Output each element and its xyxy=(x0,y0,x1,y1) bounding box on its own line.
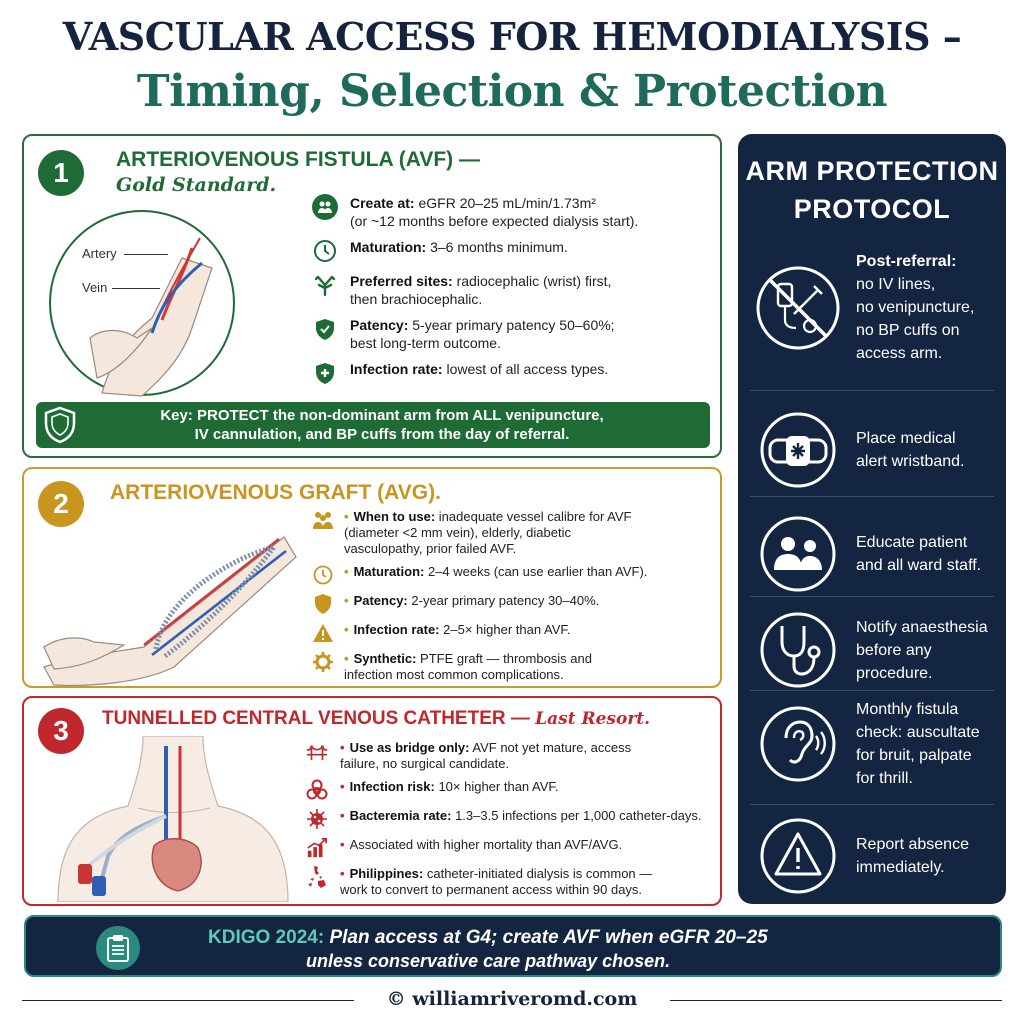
bridge-icon xyxy=(306,740,328,762)
list-item xyxy=(312,593,712,615)
philippines-map-icon xyxy=(306,866,328,888)
divider xyxy=(750,804,994,805)
list-item xyxy=(312,194,712,230)
cvc-title: TUNNELLED CENTRAL VENOUS CATHETER — Last Resort. xyxy=(102,708,651,729)
artery-leader-line xyxy=(124,254,168,255)
kdigo-line2: unless conservative care pathway chosen. xyxy=(306,951,671,971)
cvc-item-text: • Use as bridge only: AVF not yet mature, access failure, no surgical candidate. xyxy=(340,740,631,772)
stethoscope-icon xyxy=(750,602,846,698)
avg-number-badge: 2 xyxy=(38,481,84,527)
avf-item-text: Maturation: 3–6 months minimum. xyxy=(350,239,568,255)
people-icon xyxy=(312,194,338,220)
trend-up-icon xyxy=(306,837,328,859)
avg-item-text: • Synthetic: PTFE graft — thrombosis and infection most common complications. xyxy=(344,651,592,683)
avg-card xyxy=(22,467,722,688)
kdigo-line1: KDIGO 2024: Plan access at G4; create AVF when eGFR 20–25 xyxy=(208,927,768,948)
arm-protection-panel xyxy=(738,134,1006,904)
vein-label: Vein xyxy=(82,280,108,295)
protocol-text: Educate patient and all ward staff. xyxy=(856,534,982,574)
page-subtitle: Timing, Selection & Protection xyxy=(136,66,888,117)
no-iv-icon xyxy=(750,260,846,356)
biohazard-icon xyxy=(306,779,328,801)
vessel-branch-icon xyxy=(312,272,338,298)
divider xyxy=(750,390,994,391)
clipboard-icon xyxy=(96,926,140,970)
warning-icon xyxy=(750,808,846,904)
protocol-item xyxy=(750,696,994,792)
avf-subtitle: Gold Standard. xyxy=(116,174,277,196)
list-item xyxy=(306,779,718,801)
list-item xyxy=(312,622,712,644)
list-item xyxy=(312,360,712,386)
protocol-title: ARM PROTECTION PROTOCOL xyxy=(745,156,999,224)
cvc-facts-list xyxy=(306,740,718,905)
warning-icon xyxy=(312,622,334,644)
divider xyxy=(750,690,994,691)
avf-item-text: Patency: 5-year primary patency 50–60%; best long-term outcome. xyxy=(350,317,615,351)
avg-facts-list xyxy=(312,509,712,690)
artery-label: Artery xyxy=(82,246,117,261)
avg-item-text: • When to use: inadequate vessel calibre for AVF (diameter <2 mm vein), elderly, diabetic vasculopathy, prior failed AVF. xyxy=(344,509,632,557)
protocol-text: Post-referral: no IV lines, no venipuncture, no BP cuffs on access arm. xyxy=(856,253,975,362)
avf-number-badge: 1 xyxy=(38,150,84,196)
avf-facts-list xyxy=(312,194,712,394)
clock-icon xyxy=(312,564,334,586)
avg-item-text: • Patency: 2-year primary patency 30–40%. xyxy=(344,593,599,609)
footer-divider-right xyxy=(670,1000,1002,1001)
page-title: VASCULAR ACCESS FOR HEMODIALYSIS – xyxy=(62,14,962,59)
protocol-text: Monthly fistula check: auscultate for bruit, palpate for thrill. xyxy=(856,701,980,787)
protocol-item xyxy=(750,250,994,365)
list-item xyxy=(306,808,718,830)
avf-item-text: Infection rate: lowest of all access types. xyxy=(350,361,609,377)
avf-key-text: Key: PROTECT the non-dominant arm from ALL venipuncture, IV cannulation, and BP cuffs from the day of referral. xyxy=(160,407,604,443)
ear-icon xyxy=(750,696,846,792)
people-icon xyxy=(750,506,846,602)
shield-plus-icon xyxy=(312,360,338,386)
clock-icon xyxy=(312,238,338,264)
avf-title: ARTERIOVENOUS FISTULA (AVF) — xyxy=(116,148,480,171)
list-item xyxy=(312,238,712,264)
cvc-item-text: • Infection risk: 10× higher than AVF. xyxy=(340,779,559,795)
protocol-text: Report absence immediately. xyxy=(856,836,969,876)
people-icon xyxy=(312,509,334,531)
avg-item-text: • Maturation: 2–4 weeks (can use earlier than AVF). xyxy=(344,564,647,580)
avf-key-banner xyxy=(36,402,710,448)
list-item xyxy=(312,564,712,586)
avf-arm-illustration xyxy=(42,208,242,398)
protocol-item xyxy=(750,506,994,602)
shield-icon xyxy=(312,593,334,615)
cvc-item-text: • Bacteremia rate: 1.3–3.5 infections per 1,000 catheter-days. xyxy=(340,808,702,824)
protocol-item xyxy=(750,602,994,698)
avg-title: ARTERIOVENOUS GRAFT (AVG). xyxy=(110,481,441,504)
protocol-text: Place medical alert wristband. xyxy=(856,430,965,470)
footer-copyright: © williamriveromd.com xyxy=(386,988,638,1010)
vein-leader-line xyxy=(112,288,160,289)
list-item xyxy=(312,509,712,557)
cvc-card xyxy=(22,696,722,906)
divider xyxy=(750,596,994,597)
avg-item-text: • Infection rate: 2–5× higher than AVF. xyxy=(344,622,570,638)
list-item xyxy=(306,740,718,772)
list-item xyxy=(312,651,712,683)
cvc-chest-illustration xyxy=(38,736,300,902)
wristband-icon xyxy=(750,402,846,498)
cvc-item-text: • Philippines: catheter-initiated dialysis is common — work to convert to permanent access within 90 days. xyxy=(340,866,652,898)
protocol-text: Notify anaesthesia before any procedure. xyxy=(856,618,988,682)
protocol-item xyxy=(750,402,994,498)
shield-check-icon xyxy=(312,316,338,342)
list-item xyxy=(312,316,712,352)
list-item xyxy=(312,272,712,308)
protocol-item xyxy=(750,808,994,904)
kdigo-banner xyxy=(24,915,1002,977)
cvc-number-badge: 3 xyxy=(38,708,84,754)
avf-item-text: Preferred sites: radiocephalic (wrist) first, then brachiocephalic. xyxy=(350,273,612,307)
avg-arm-illustration xyxy=(34,517,304,687)
list-item xyxy=(306,837,718,859)
list-item xyxy=(306,866,718,898)
avf-item-text: Create at: eGFR 20–25 mL/min/1.73m² (or ~12 months before expected dialysis start). xyxy=(350,195,639,229)
avf-card xyxy=(22,134,722,458)
shield-icon xyxy=(36,406,84,444)
cvc-item-text: • Associated with higher mortality than AVF/AVG. xyxy=(340,837,622,853)
gear-icon xyxy=(312,651,334,673)
bacteria-icon xyxy=(306,808,328,830)
divider xyxy=(750,496,994,497)
